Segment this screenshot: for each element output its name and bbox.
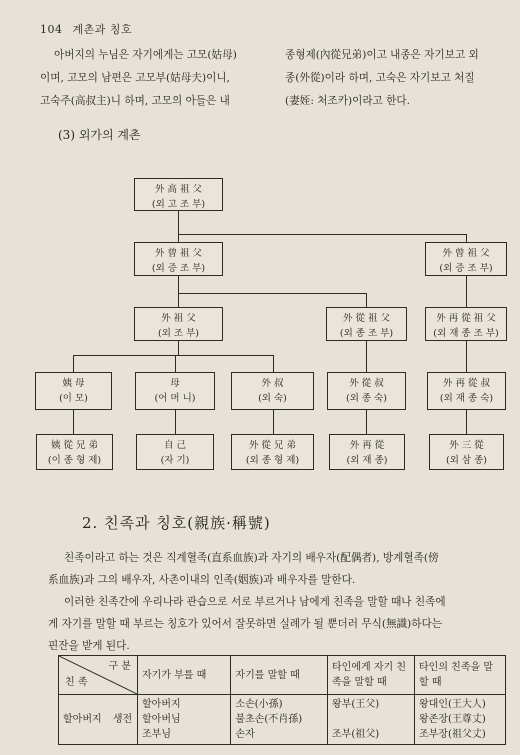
box-maternal-aunt-cousin xyxy=(36,434,113,470)
box-hangul: (외 종 조 부) xyxy=(339,328,394,339)
connector-line xyxy=(73,410,74,434)
table-header-row xyxy=(59,656,506,695)
table-corner-cell xyxy=(59,656,138,695)
box-outer-third-cousin xyxy=(429,434,504,470)
box-hangul: (어 머 니) xyxy=(154,393,196,404)
connector-line xyxy=(178,234,467,235)
box-outer-great-grandfather-right xyxy=(425,242,507,276)
section-title: 2. 친족과 칭호(親族·稱號) xyxy=(82,514,271,532)
table-cell xyxy=(138,695,231,745)
box-hanja: 外 再 從 叔 xyxy=(442,378,491,389)
box-hangul: (외 종 숙) xyxy=(346,393,387,404)
text-line: 아버지의 누님은 자기에게는 고모(姑母) xyxy=(54,49,237,61)
connector-line xyxy=(466,340,467,372)
intro-paragraph-right xyxy=(285,44,479,113)
connector-line xyxy=(273,410,274,434)
box-outer-grandfather xyxy=(134,307,223,341)
box-hangul: (외 재 종 숙) xyxy=(439,393,494,404)
box-hangul: (외 숙) xyxy=(258,393,287,404)
connector-line xyxy=(178,340,179,355)
running-header xyxy=(40,21,132,37)
box-hangul: (외 종 형 제) xyxy=(245,455,300,466)
box-hanja: 外 曾 祖 父 xyxy=(442,248,490,259)
kin-name: 할아버지 xyxy=(63,714,102,725)
box-outer-second-cousin-uncle xyxy=(427,372,506,410)
connector-line xyxy=(366,293,367,307)
box-outer-great-grandfather xyxy=(134,242,223,276)
kin-status: 생전 xyxy=(112,714,133,725)
cell-line: 손자 xyxy=(235,729,255,740)
text-line: 이러한 친족간에 우리나라 관습으로 서로 부르거나 남에게 친족을 말할 때나 친족에 xyxy=(64,596,446,608)
box-maternal-uncle xyxy=(231,372,314,410)
box-hanja: 外 從 祖 父 xyxy=(342,313,391,324)
connector-line xyxy=(73,355,274,356)
text-line: 종(外從)이라 하며, 고숙은 자기보고 처질 xyxy=(285,72,475,84)
text-line: (妻姪: 처조카)이라고 한다. xyxy=(285,95,410,107)
cell-line: 왕대인(王大人) xyxy=(419,699,486,710)
text-line: 게 자기를 말할 때 부르는 칭호가 있어서 잘못하면 실례가 될 뿐더러 무식(無識)하다는 xyxy=(48,618,442,630)
box-hanja: 外 再 從 xyxy=(349,440,385,451)
corner-label-bottom: 친 족 xyxy=(65,677,88,688)
box-hangul: (외 조 부) xyxy=(158,328,199,339)
connector-line xyxy=(175,410,176,434)
connector-line xyxy=(178,293,179,307)
cell-line: 소손(小孫) xyxy=(235,699,283,710)
box-hanja: 外 三 從 xyxy=(449,440,484,451)
text-line: 系血族)과 그의 배우자, 사촌이내의 인족(姻族)과 배우자를 말한다. xyxy=(48,574,356,586)
box-maternal-aunt xyxy=(35,372,112,410)
box-hanja: 外 叔 xyxy=(261,378,284,389)
box-outer-second-cousin xyxy=(329,434,405,470)
box-mother xyxy=(135,372,215,410)
intro-paragraph-left xyxy=(40,44,237,113)
cell-line: 조부(祖父) xyxy=(332,729,380,740)
page-number: 104 xyxy=(40,23,63,36)
box-hangul: (외 삼 종) xyxy=(446,455,487,466)
cell-line: 조부님 xyxy=(142,729,171,740)
corner-label-top: 구 분 xyxy=(108,661,131,672)
connector-line xyxy=(273,355,274,372)
table-header: 자기가 부를 때 xyxy=(138,656,231,695)
box-hangul: (외 고 조 부) xyxy=(151,199,206,210)
table-cell xyxy=(328,695,415,745)
box-hangul: (외 증 조 부) xyxy=(439,263,493,274)
box-outer-cousin xyxy=(231,434,314,470)
box-hangul: (외 재 종) xyxy=(346,455,388,466)
box-hangul: (외 재 종 조 부) xyxy=(433,328,499,339)
cell-line xyxy=(332,712,410,727)
box-hanja: 外 高 祖 父 xyxy=(154,184,203,195)
subheading: (3) 외가의 계촌 xyxy=(58,128,141,142)
box-hangul: (외 증 조 부) xyxy=(151,263,206,274)
table-cell-kin xyxy=(59,695,138,745)
box-outer-grand-uncle xyxy=(326,307,407,341)
cell-line: 할아버님 xyxy=(142,714,181,725)
connector-line xyxy=(366,410,367,434)
box-hanja: 姨 從 兄 弟 xyxy=(50,440,99,451)
kinship-title-table xyxy=(58,655,506,745)
box-hanja: 母 xyxy=(170,378,180,389)
connector-line xyxy=(178,293,367,294)
cell-line: 조부장(祖父丈) xyxy=(419,729,486,740)
connector-line xyxy=(466,275,467,307)
box-hanja: 外 祖 父 xyxy=(161,313,196,324)
text-line: 이며, 고모의 남편은 고모부(姑母夫)이니, xyxy=(40,72,230,84)
box-hanja: 外 再 從 祖 父 xyxy=(436,313,496,324)
table-header: 자기를 말할 때 xyxy=(231,656,328,695)
connector-line xyxy=(73,355,74,372)
box-outer-second-grand-uncle xyxy=(425,307,507,341)
connector-line xyxy=(466,234,467,242)
box-hanja: 姨 母 xyxy=(62,378,85,389)
box-hangul: (이 종 형 제) xyxy=(47,455,102,466)
table-row xyxy=(59,695,506,745)
text-line: 고숙주(高叔主)니 하며, 고모의 아들은 내 xyxy=(40,95,230,107)
box-hanja: 自 己 xyxy=(163,440,187,451)
cell-line: 왕존장(王尊丈) xyxy=(419,714,486,725)
text-line: 핀잔을 받게 된다. xyxy=(48,640,130,652)
box-hanja: 外 從 兄 弟 xyxy=(248,440,297,451)
box-hangul: (이 모) xyxy=(59,393,88,404)
connector-line xyxy=(178,275,179,294)
connector-line xyxy=(178,234,179,242)
table-header: 타인에게 자기 친족을 말할 때 xyxy=(328,656,415,695)
box-hanja: 外 從 叔 xyxy=(349,378,384,389)
text-line: 종형제(內從兄弟)이고 내종은 자기보고 외 xyxy=(285,49,479,61)
table-cell xyxy=(231,695,328,745)
cell-line: 왕부(王父) xyxy=(332,699,380,710)
box-self xyxy=(136,434,214,470)
connector-line xyxy=(178,210,179,235)
box-hangul: (자 기) xyxy=(160,455,190,466)
box-outer-cousin-uncle xyxy=(327,372,406,410)
connector-line xyxy=(175,355,176,372)
connector-line xyxy=(366,340,367,372)
text-line: 친족이라고 하는 것은 직계혈족(直系血族)과 자기의 배우자(配偶者), 방계혈족(傍 xyxy=(64,552,439,564)
table-cell xyxy=(415,695,506,745)
cell-line: 불초손(不肖孫) xyxy=(235,714,303,725)
box-hanja: 外 曾 祖 父 xyxy=(154,248,203,259)
cell-line: 할아버지 xyxy=(142,699,181,710)
box-outer-great-great-grandfather xyxy=(134,178,223,211)
table-header: 타인의 친족을 말할 때 xyxy=(415,656,506,695)
connector-line xyxy=(466,410,467,434)
section-body xyxy=(48,547,478,657)
chapter-title: 계촌과 칭호 xyxy=(72,23,133,36)
